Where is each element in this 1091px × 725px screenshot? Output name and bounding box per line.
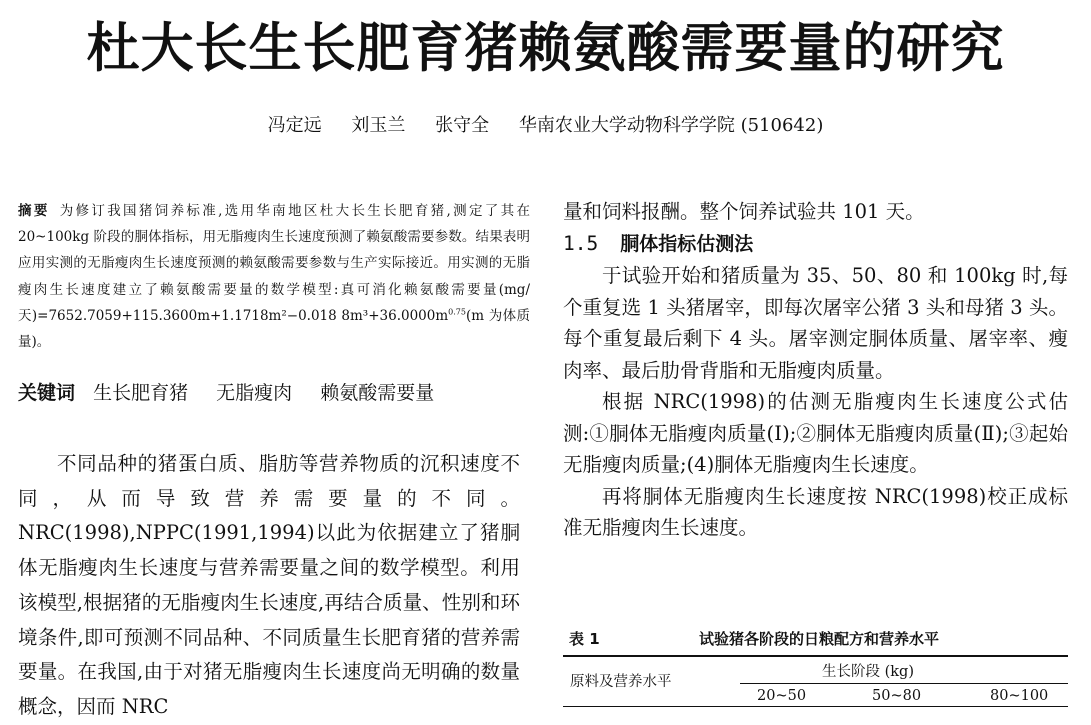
section-title: 胴体指标估测法 (620, 232, 754, 255)
table-title: 试验猪各阶段的日粮配方和营养水平 (699, 630, 940, 648)
keywords (18, 378, 538, 408)
right-column (563, 196, 1068, 544)
keyword-3: 赖氨酸需要量 (320, 382, 435, 404)
abstract-label: 摘要 (18, 203, 50, 219)
abstract-text: 为修订我国猪饲养标准,选用华南地区杜大长生长肥育猪,测定了其在 20~100kg 阶段的胴体指标，用无脂瘦肉生长速度预测了赖氨酸需要参数。结果表明应用实测的无脂瘦肉生长速度预测的赖氨酸需要参数与生产实际接近。用实测的无脂瘦肉生长速度建立了赖氨酸需要量的数学模型:真可消化赖氨酸需要量(mg/ 天)=7652.7059+115.3600m+1.1718m²−0.018 8m³+36.0000m (18, 203, 530, 324)
table-top-rule (563, 655, 1068, 657)
table-sub-rule (740, 683, 1068, 684)
table-group-header: 生长阶段 (kg) (822, 664, 914, 680)
abstract-text-end: (m 为体质量)。 (18, 307, 530, 351)
intro-paragraph: 不同品种的猪蛋白质、脂肪等营养物质的沉积速度不同，从而导致营养需要量的不同。NRC(1998),NPPC(1991,1994)以此为依据建立了猪胴体无脂瘦肉生长速度与营养需要量之间的数学模型。利用该模型,根据猪的无脂瘦肉生长速度,再结合质量、性别和环境条件,即可预测不同品种、不同质量生长肥育猪的营养需要量。在我国,由于对猪无脂瘦肉生长速度尚无明确的数量概念，因而 NRC (18, 452, 520, 718)
author-line (0, 112, 1091, 140)
abstract-exponent: 0.75 (448, 307, 466, 317)
paragraph-nrc-formula: 根据 NRC(1998)的估测无脂瘦肉生长速度公式估测:①胴体无脂瘦肉质量(Ⅰ);②胴体无脂瘦肉质量(Ⅱ);③起始无脂瘦肉质量;(4)胴体无脂瘦肉生长速度。 (563, 390, 1068, 476)
paper-title: 杜大长生长肥育猪赖氨酸需要量的研究 (86, 18, 1005, 79)
table-header-rule (563, 706, 1068, 707)
section-number: 1.5 (563, 231, 599, 255)
author-2: 刘玉兰 (351, 115, 406, 136)
continued-paragraph: 量和饲料报酬。整个饲养试验共 101 天。 (563, 200, 925, 223)
keyword-2: 无脂瘦肉 (216, 382, 293, 404)
author-3: 张守全 (435, 115, 490, 136)
intro-section (18, 447, 520, 725)
keyword-1: 生长肥育猪 (93, 382, 189, 404)
affiliation: 华南农业大学动物科学学院 (510642) (518, 115, 824, 136)
table-caption (569, 628, 1069, 649)
table-row-header: 原料及营养水平 (570, 674, 672, 690)
stage-1-header: 20~50 (757, 688, 807, 704)
keywords-label: 关键词 (18, 382, 76, 404)
paragraph-slaughter: 于试验开始和猪质量为 35、50、80 和 100kg 时,每个重复选 1 头猪屠宰，即每次屠宰公猪 3 头和母猪 3 头。每个重复最后剩下 4 头。屠宰测定胴体质量、屠宰率、瘦肉率、最后肋骨背脂和无脂瘦肉质量。 (563, 264, 1068, 382)
stage-3-header: 80~100 (990, 688, 1049, 704)
stage-2-header: 50~80 (872, 688, 922, 704)
author-1: 冯定远 (267, 115, 322, 136)
section-heading (563, 228, 1068, 261)
paragraph-correction: 再将胴体无脂瘦肉生长速度按 NRC(1998)校正成标准无脂瘦肉生长速度。 (563, 484, 1068, 539)
table-label: 表 1 (569, 630, 600, 648)
abstract (18, 198, 530, 355)
